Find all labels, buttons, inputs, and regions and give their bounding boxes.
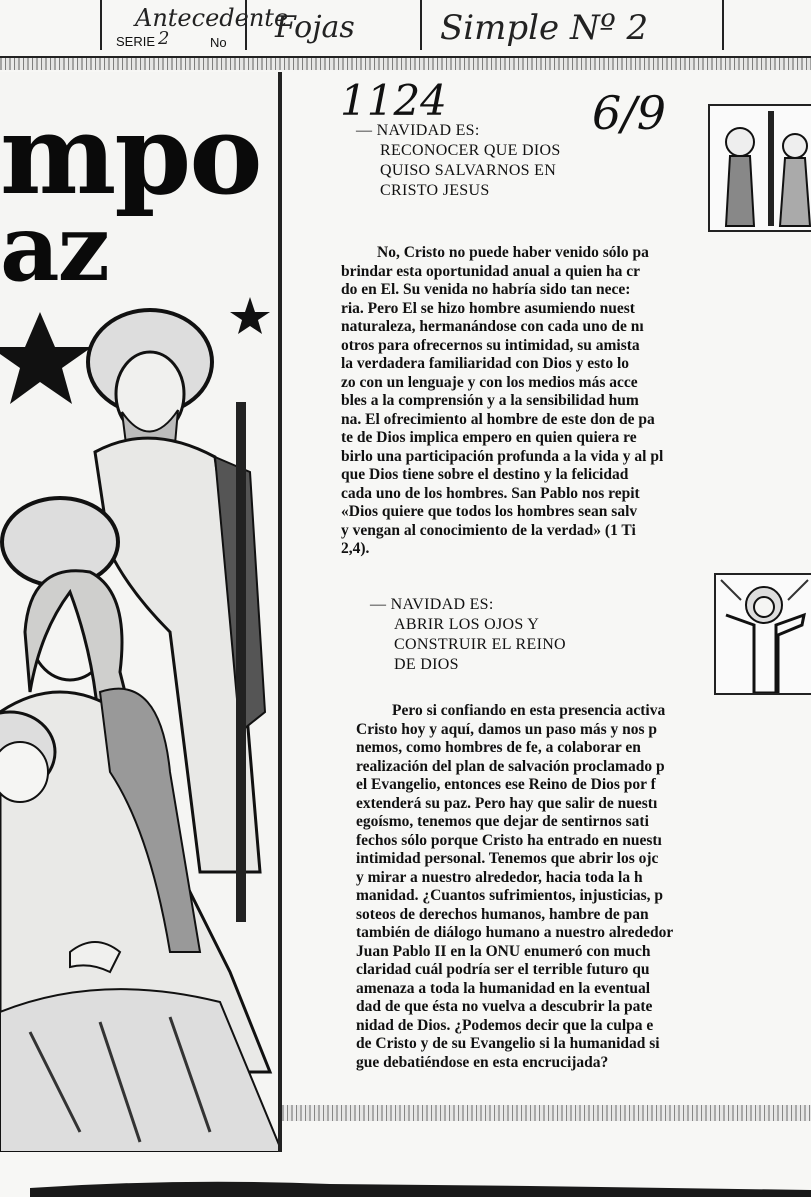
serie-number: 2 <box>158 28 170 49</box>
nativity-illustration <box>0 72 282 1152</box>
noise-band-top <box>0 58 811 70</box>
header-handwriting-1: Antecedente <box>135 4 289 32</box>
title-fragment-1: mpo <box>0 90 261 219</box>
section2-heading-line: ABRIR LOS OJOS Y <box>394 616 540 633</box>
risen-christ-figure <box>716 575 811 693</box>
saints-figure <box>710 106 811 230</box>
noise-band-lower <box>282 1105 811 1121</box>
section1-heading-line: RECONOCER QUE DIOS <box>380 142 561 159</box>
title-fragment-2: az <box>0 194 108 302</box>
serie-label: SERIE <box>116 34 156 49</box>
bottom-edge-bar <box>30 1176 811 1197</box>
risen-christ-thumbnail <box>714 573 811 695</box>
section1-heading-line: CRISTO JESUS <box>380 182 490 199</box>
header-handwriting-3: Simple Nº 2 <box>440 8 649 48</box>
section2-heading <box>370 595 566 675</box>
no-label: No <box>210 35 227 50</box>
section1-heading-line: — NAVIDAD ES: <box>356 122 480 139</box>
section2-heading-line: CONSTRUIR EL REINO <box>394 636 566 653</box>
archive-header-strip <box>0 0 811 58</box>
header-handwriting-2: Fojas <box>275 10 355 45</box>
handwritten-number: 1124 <box>340 76 447 125</box>
section1-heading-line: QUISO SALVARNOS EN <box>380 162 557 179</box>
section1-body: No, Cristo no puede haber venido sólo pa brindar esta oportunidad anual a quien ha cr do en El. Su venida no habría sido tan nece: ria. Pero El se hizo hombre asumiendo nuest naturaleza, hermanándose con cada uno de nı otros para ofrecernos su intimidad, su amista la verdadera familiaridad con Dios y esto lo zo con un lenguaje y con los medios más acce bles a la comprensión y a la sensibilidad hum na. El ofrecimiento al hombre de este don de pa te de Dios implica empero en quien quiera re birlo una participación profunda a la vida y al pl que Dios tiene sobre el destino y la felicidad cada uno de los hombres. San Pablo nos repit «Dios quiere que todos los hombres sean salv y vengan al conocimiento de la verdad» (1 Ti 2,4). <box>341 244 664 557</box>
section2-heading-line: DE DIOS <box>394 656 459 673</box>
section2-heading-line: — NAVIDAD ES: <box>370 596 494 613</box>
section2-body: Pero si confiando en esta presencia activa Cristo hoy y aquí, damos un paso más y nos p nemos, como hombres de fe, a colaborar en realización del plan de salvación proclamado p el Evangelio, entonces ese Reino de Dios por f extenderá su paz. Pero hay que salir de nuestı egoísmo, tenemos que dejar de sentirnos sati fechos sólo porque Cristo ha entrado en nuestı intimidad personal. Tenemos que abrir los ojc y mirar a nuestro alrededor, hacia toda la h manidad. ¿Cuantos sufrimientos, injusticias, p soteos de derechos humanos, hambre de pan también de diálogo humano a nuestro alrededor Juan Pablo II en la ONU enumeró con much claridad cuál podría ser el terrible futuro qu amenaza a toda la humanidad en la eventual dad de que ésta no vuelva a descubrir la pate nidad de Dios. ¿Podemos decir que la culpa e de Cristo y de su Evangelio si la humanidad si gue debatiéndose en esta encrucijada? <box>356 702 674 1071</box>
header-cell <box>722 0 804 50</box>
section1-heading <box>356 121 561 201</box>
handwritten-date: 6/9 <box>592 86 667 140</box>
saints-thumbnail <box>708 104 811 232</box>
